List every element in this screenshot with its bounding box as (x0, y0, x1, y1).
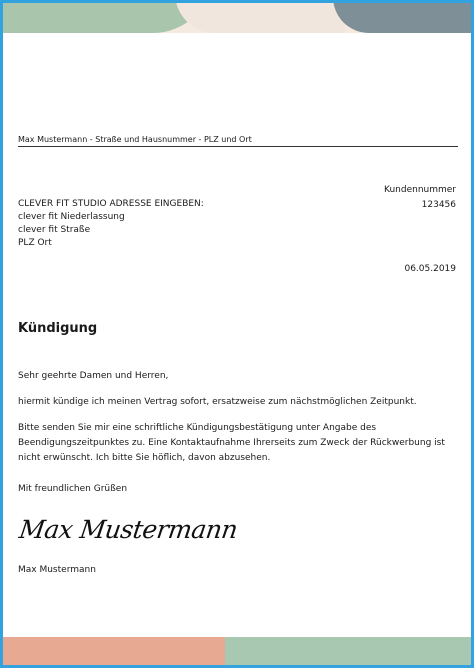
handwritten-signature: Max Mustermann (17, 515, 240, 544)
customer-number-value: 123456 (421, 200, 456, 210)
footer-shape-mint (225, 637, 471, 665)
sender-address-line: Max Mustermann - Straße und Hausnummer - PLZ und Ort (18, 135, 252, 144)
salutation: Sehr geehrte Damen und Herren, (18, 371, 169, 381)
recipient-line: CLEVER FIT STUDIO ADRESSE EINGEBEN: (18, 199, 204, 209)
letter-subject: Kündigung (18, 321, 98, 336)
closing-phrase: Mit freundlichen Grüßen (18, 484, 128, 494)
body-paragraph-2: Bitte senden Sie mir eine schriftliche Kündigungsbestätigung unter Angabe des Beendigungszeitpunktes zu. Eine Kontaktaufnahme Ihrerseits zum Zweck der Rückwerbung ist nicht erwünscht. Ich bitte Sie höflich, davon abzusehen. (18, 423, 445, 463)
letter-date: 06.05.2019 (404, 264, 456, 274)
recipient-line: PLZ Ort (18, 238, 52, 248)
body-paragraph-1: hiermit kündige ich meinen Vertrag sofort, ersatzweise zum nächstmöglichen Zeitpunkt. (18, 397, 417, 407)
decorative-header-band (3, 3, 471, 33)
recipient-line: clever fit Straße (18, 225, 91, 235)
sender-divider (18, 146, 458, 147)
footer-shape-salmon (3, 637, 225, 665)
customer-number-label: Kundennummer (384, 185, 456, 195)
recipient-address-block (18, 198, 204, 250)
decorative-footer-band (3, 637, 471, 665)
signer-name: Max Mustermann (18, 565, 96, 575)
header-shape-slate (333, 3, 471, 33)
header-shape-cream (175, 3, 345, 33)
recipient-line: clever fit Niederlassung (18, 212, 125, 222)
